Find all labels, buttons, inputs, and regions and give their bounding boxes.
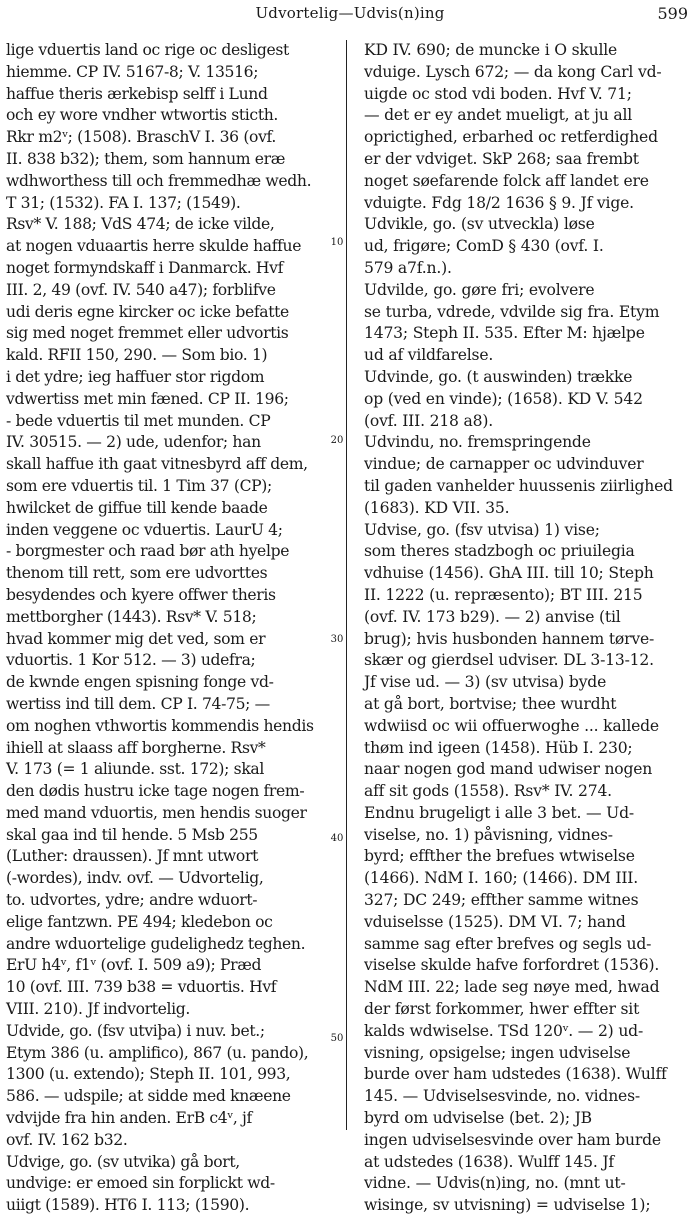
text-line: lige vduertis land oc rige oc desligest	[6, 41, 289, 59]
text-line: undvige: er emoed sin forplickt wd-	[6, 1174, 275, 1193]
text-line: 579 a7f.n.).	[364, 258, 452, 277]
text-line: op (ved en vinde); (1658). KD V. 542	[364, 389, 643, 408]
text-line: som theres stadzbogh oc priuilegia	[364, 542, 635, 561]
text-line: vduigte. Fdg 18/2 1636 § 9. Jf vige.	[364, 193, 634, 212]
text-line: II. 1222 (u. repræsento); BT III. 215	[364, 585, 643, 604]
text-line: viselse skulde hafve forfordret (1536).	[364, 956, 660, 975]
text-line: ErU h4ᵛ, f1ᵛ (ovf. I. 509 a9); Præd	[6, 956, 262, 975]
text-line: kalds wdwiselse. TSd 120ᵛ. — 2) ud-	[364, 1021, 644, 1040]
text-line: sig med noget fremmet eller udvortis	[6, 324, 289, 343]
text-line: och ey wore vndher wtwortis sticth.	[6, 106, 279, 125]
text-line: — det er ey andet mueligt, at ju all	[364, 106, 633, 125]
text-line: ihiell at slaass aff borgherne. Rsv*	[6, 738, 266, 757]
text-line: to. udvortes, ydre; andre wduort-	[6, 891, 258, 910]
text-line: (-wordes), indv. ovf. — Udvortelig,	[6, 869, 264, 888]
text-line: vduiselsse (1525). DM VI. 7; hand	[364, 912, 626, 931]
text-line: VIII. 210). Jf indvortelig.	[6, 1000, 191, 1019]
right-column	[364, 40, 694, 1215]
text-line: viselse, no. 1) påvisning, vidnes-	[364, 825, 613, 844]
text-line: udi deris egne kircker oc icke befatte	[6, 302, 289, 321]
text-line: II. 838 b32); them, som hannum eræ	[6, 149, 286, 168]
text-line: - borgmester och raad bør ath hyelpe	[6, 542, 290, 561]
text-line: ingen udviselsesvinde over ham burde	[364, 1130, 661, 1149]
text-line: ovf. IV. 162 b32.	[6, 1130, 128, 1149]
text-line: den dødis hustru icke tage nogen frem-	[6, 782, 305, 801]
left-column	[6, 40, 332, 1215]
text-line: vduige. Lysch 672; — da kong Carl vd-	[364, 62, 662, 81]
text-line: ud, frigøre; ComD § 430 (ovf. I.	[364, 237, 604, 256]
line-number-marker: 30	[330, 634, 344, 645]
text-line: at gå bort, bortvise; thee wurdht	[364, 694, 617, 713]
text-line: KD IV. 690; de muncke i O skulle	[364, 41, 618, 59]
text-line: som ere vduertis til. 1 Tim 37 (CP);	[6, 476, 272, 495]
text-line: ud af vildfarelse.	[364, 346, 494, 365]
text-line: de kwnde engen spisning fonge vd-	[6, 673, 274, 692]
text-line: visning, opsigelse; ingen udviselse	[364, 1043, 631, 1062]
line-number-marker: 40	[330, 833, 344, 844]
text-line: vdwertiss met min fæned. CP II. 196;	[6, 389, 289, 408]
text-line: 145. — Udviselsesvinde, no. vidnes-	[364, 1087, 640, 1106]
text-line: 327; DC 249; effther samme witnes	[364, 891, 639, 910]
text-line: se turba, vdrede, vdvilde sig fra. Etym	[364, 302, 660, 321]
text-line: elige fantzwn. PE 494; kledebon oc	[6, 912, 273, 931]
text-line: noget formyndskaff i Danmarck. Hvf	[6, 258, 284, 277]
text-line: er der vdviget. SkP 268; saa frembt	[364, 149, 639, 168]
text-line: Udvindu, no. fremspringende	[364, 433, 591, 452]
text-line: Rsv* V. 188; VdS 474; de icke vilde,	[6, 215, 275, 234]
text-line: 1300 (u. extendo); Steph II. 101, 993,	[6, 1065, 291, 1084]
column-divider	[346, 40, 347, 1130]
text-line: Udvilde, go. gøre fri; evolvere	[364, 280, 595, 299]
text-line: haffue theris ærkebisp selff i Lund	[6, 84, 268, 103]
text-line: mettborgher (1443). Rsv* V. 518;	[6, 607, 257, 626]
text-line: Etym 386 (u. amplifico), 867 (u. pando),	[6, 1043, 309, 1062]
text-line: (1466). NdM I. 160; (1466). DM III.	[364, 869, 638, 888]
text-line: naar nogen god mand udwiser nogen	[364, 760, 653, 779]
text-line: thenom till rett, som ere udvorttes	[6, 564, 268, 583]
text-line: hiemme. CP IV. 5167-8; V. 13516;	[6, 62, 259, 81]
text-line: noget søefarende folck aff landet ere	[364, 171, 649, 190]
text-line: byrd om udviselse (bet. 2); JB	[364, 1109, 592, 1128]
text-line: Udvige, go. (sv utvika) gå bort,	[6, 1152, 240, 1171]
text-line: Udvise, go. (fsv utvisa) 1) vise;	[364, 520, 600, 539]
text-line: NdM III. 22; lade seg nøye med, hwad	[364, 978, 660, 997]
text-line: uigde oc stod vdi boden. Hvf V. 71;	[364, 84, 632, 103]
text-line: 586. — udspile; at sidde med knæene	[6, 1087, 291, 1106]
text-line: Jf vise ud. — 3) (sv utvisa) byde	[364, 673, 607, 692]
text-line: oprictighed, erbarhed oc retferdighed	[364, 128, 658, 147]
text-line: til gaden vanhelder huussenis ziirlighed	[364, 476, 673, 495]
text-line: der først forkommer, hwer effter sit	[364, 1000, 640, 1019]
text-line: hvad kommer mig det ved, som er	[6, 629, 266, 648]
text-line: at nogen vduaartis herre skulde haffue	[6, 237, 302, 256]
text-line: burde over ham udstedes (1638). Wulff	[364, 1065, 667, 1084]
text-line: om noghen vthwortis kommendis hendis	[6, 716, 314, 735]
text-line: aff sit gods (1558). Rsv* IV. 274.	[364, 782, 612, 801]
text-line: brug); hvis husbonden hannem tørve-	[364, 629, 655, 648]
text-line: 10 (ovf. III. 739 b38 = vduortis. Hvf	[6, 978, 277, 997]
text-line: Udvide, go. (fsv utviþa) i nuv. bet.;	[6, 1021, 265, 1040]
text-line: (Luther: draussen). Jf mnt utwort	[6, 847, 258, 866]
text-line: wertiss ind till dem. CP I. 74-75; —	[6, 694, 270, 713]
text-line: Endnu brugeligt i alle 3 bet. — Ud-	[364, 803, 634, 822]
text-line: T 31; (1532). FA I. 137; (1549).	[6, 193, 241, 212]
text-line: inden veggene oc vduertis. LaurU 4;	[6, 520, 283, 539]
text-line: thøm ind igeen (1458). Hüb I. 230;	[364, 738, 633, 757]
page-number: 599	[657, 4, 688, 23]
text-line: Udvikle, go. (sv utveckla) løse	[364, 215, 595, 234]
text-line: (ovf. III. 218 a8).	[364, 411, 493, 430]
text-line: IV. 30515. — 2) ude, udenfor; han	[6, 433, 261, 452]
text-line: samme sag efter brefves og segls ud-	[364, 934, 652, 953]
text-line: kald. RFII 150, 290. — Som bio. 1)	[6, 346, 268, 365]
text-line: skal gaa ind til hende. 5 Msb 255	[6, 825, 258, 844]
text-line: uiigt (1589). HT6 I. 113; (1590).	[6, 1196, 250, 1215]
text-line: wdwiisd oc wii offuerwoghe ... kallede	[364, 716, 659, 735]
text-line: vdvijde fra hin anden. ErB c4ᵛ, jf	[6, 1109, 252, 1128]
text-line: 1473; Steph II. 535. Efter M: hjælpe	[364, 324, 645, 343]
text-line: hwilcket de giffue till kende baade	[6, 498, 268, 517]
text-line: vdhuise (1456). GhA III. till 10; Steph	[364, 564, 654, 583]
text-line: besydendes och kyere offwer theris	[6, 585, 276, 604]
text-line: skall haffue ith gaat vitnesbyrd aff dem,	[6, 455, 308, 474]
text-line: byrd; effther the brefues wtwiselse	[364, 847, 635, 866]
text-line: III. 2, 49 (ovf. IV. 540 a47); forblifve	[6, 280, 276, 299]
text-line: vidne. — Udvis(n)ing, no. (mnt ut-	[364, 1174, 626, 1193]
text-line: vduortis. 1 Kor 512. — 3) udefra;	[6, 651, 256, 670]
text-line: (1683). KD VII. 35.	[364, 498, 510, 517]
line-number-marker: 20	[330, 435, 344, 446]
line-number-marker: 10	[330, 237, 344, 248]
text-line: wdhworthess till och fremmedhæ wedh.	[6, 171, 312, 190]
line-number-marker: 50	[330, 1033, 344, 1044]
text-line: med mand vduortis, men hendis suoger	[6, 803, 307, 822]
text-line: (ovf. IV. 173 b29). — 2) anvise (til	[364, 607, 621, 626]
running-header: Udvortelig—Udvis(n)ing	[255, 4, 445, 22]
text-line: vindue; de carnapper oc udvinduver	[364, 455, 644, 474]
text-line: Rkr m2ᵛ; (1508). BraschV I. 36 (ovf.	[6, 128, 277, 147]
text-line: Udvinde, go. (t auswinden) trække	[364, 367, 633, 386]
text-line: wisinge, sv utvisning) = udviselse 1);	[364, 1196, 651, 1215]
text-line: andre wduortelige gudelighedz teghen.	[6, 934, 306, 953]
text-line: at udstedes (1638). Wulff 145. Jf	[364, 1152, 615, 1171]
text-line: V. 173 (= 1 aliunde. sst. 172); skal	[6, 760, 265, 779]
text-line: skær og gierdsel udviser. DL 3-13-12.	[364, 651, 654, 670]
text-line: - bede vduertis til met munden. CP	[6, 411, 271, 430]
text-line: i det ydre; ieg haffuer stor rigdom	[6, 367, 265, 386]
